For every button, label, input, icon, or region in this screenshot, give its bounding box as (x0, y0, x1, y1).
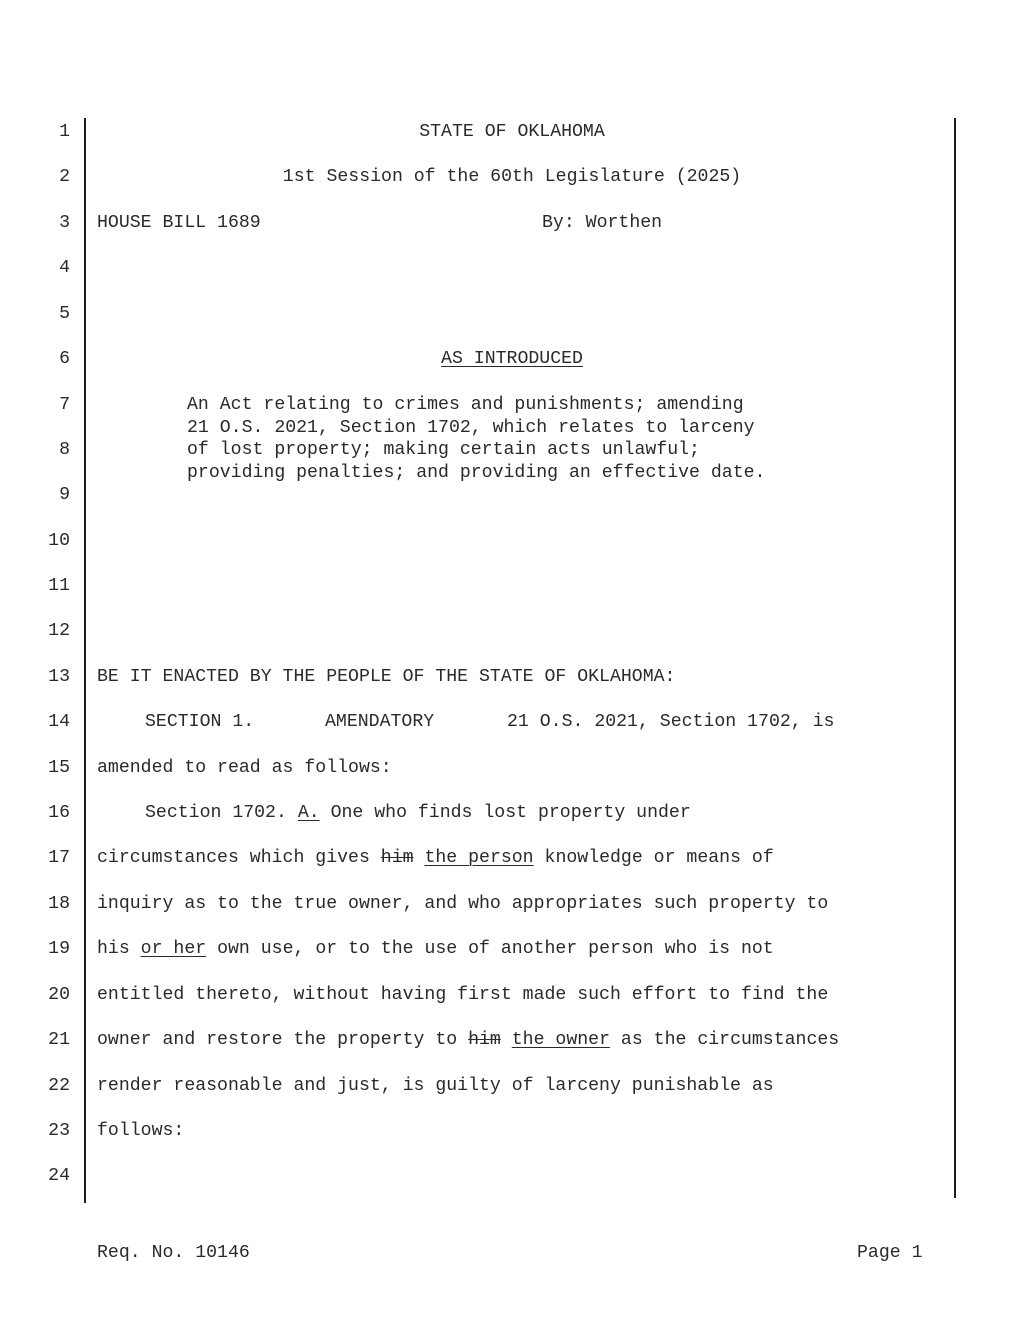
line-number: 5 (59, 304, 70, 324)
line-number: 23 (48, 1121, 70, 1141)
deleted-text: him (380, 848, 414, 868)
inserted-text: the owner (511, 1030, 610, 1050)
body-text: owner and restore the property to (97, 1030, 458, 1050)
bill-author: By: Worthen (542, 213, 663, 233)
body-line-18: inquiry as to the true owner, and who appropriates such property to (97, 894, 829, 914)
title-line: providing penalties; and providing an effective date. (187, 463, 766, 483)
section-citation: 21 O.S. 2021, Section 1702, is (507, 712, 835, 732)
inserted-text: A. (297, 803, 320, 823)
line-number: 18 (48, 894, 70, 914)
line-number: 16 (48, 803, 70, 823)
body-text: as the circumstances (620, 1030, 840, 1050)
title-line: of lost property; making certain acts unlawful; (187, 440, 700, 460)
body-text: his (97, 939, 130, 959)
status-text: AS INTRODUCED (441, 349, 583, 369)
body-line-20: entitled thereto, without having first made such effort to find the (97, 985, 829, 1005)
enacting-clause: BE IT ENACTED BY THE PEOPLE OF THE STATE OF OKLAHOMA: (97, 667, 676, 687)
line-number: 24 (48, 1166, 70, 1186)
line-number: 11 (48, 576, 70, 596)
state-heading: STATE OF OKLAHOMA (419, 122, 605, 142)
right-margin-rule (954, 118, 956, 1198)
body-text: One who finds lost property under (330, 803, 691, 823)
body-text: own use, or to the use of another person who is not (217, 939, 774, 959)
line-number: 22 (48, 1076, 70, 1096)
line-number: 20 (48, 985, 70, 1005)
body-line-16 (145, 802, 691, 824)
body-line-17 (97, 847, 774, 869)
line-number: 2 (59, 167, 70, 187)
line-number: 6 (59, 349, 70, 369)
title-line: 21 O.S. 2021, Section 1702, which relates to larceny (187, 418, 755, 438)
line-number: 13 (48, 667, 70, 687)
bill-number: HOUSE BILL 1689 (97, 213, 261, 233)
deleted-text: him (468, 1030, 501, 1050)
line-number: 21 (48, 1030, 70, 1050)
page-number: Page 1 (857, 1243, 923, 1263)
section-continuation: amended to read as follows: (97, 758, 392, 778)
line-number: 15 (48, 758, 70, 778)
line-number: 8 (59, 440, 70, 460)
body-line-23: follows: (97, 1121, 185, 1141)
line-number: 14 (48, 712, 70, 732)
section-label: SECTION 1. (145, 712, 255, 732)
line-number: 19 (48, 939, 70, 959)
session-heading: 1st Session of the 60th Legislature (2025) (282, 167, 742, 187)
line-number: 12 (48, 621, 70, 641)
line-number: 9 (59, 485, 70, 505)
body-text: knowledge or means of (544, 848, 774, 868)
body-line-19 (97, 938, 774, 960)
line-number: 3 (59, 213, 70, 233)
inserted-text: or her (140, 939, 207, 959)
line-number: 7 (59, 395, 70, 415)
left-margin-rule (84, 118, 86, 1203)
body-line-22: render reasonable and just, is guilty of larceny punishable as (97, 1076, 774, 1096)
line-number: 17 (48, 848, 70, 868)
body-line-21 (97, 1029, 839, 1051)
title-line: An Act relating to crimes and punishments; amending (187, 395, 744, 415)
request-number: Req. No. 10146 (97, 1243, 250, 1263)
section-ref: Section 1702. (145, 803, 287, 823)
line-number: 10 (48, 531, 70, 551)
section-type: AMENDATORY (325, 712, 435, 732)
inserted-text: the person (424, 848, 534, 868)
line-number: 4 (59, 258, 70, 278)
status-heading (97, 348, 927, 370)
line-number: 1 (59, 122, 70, 142)
body-text: circumstances which gives (97, 848, 370, 868)
